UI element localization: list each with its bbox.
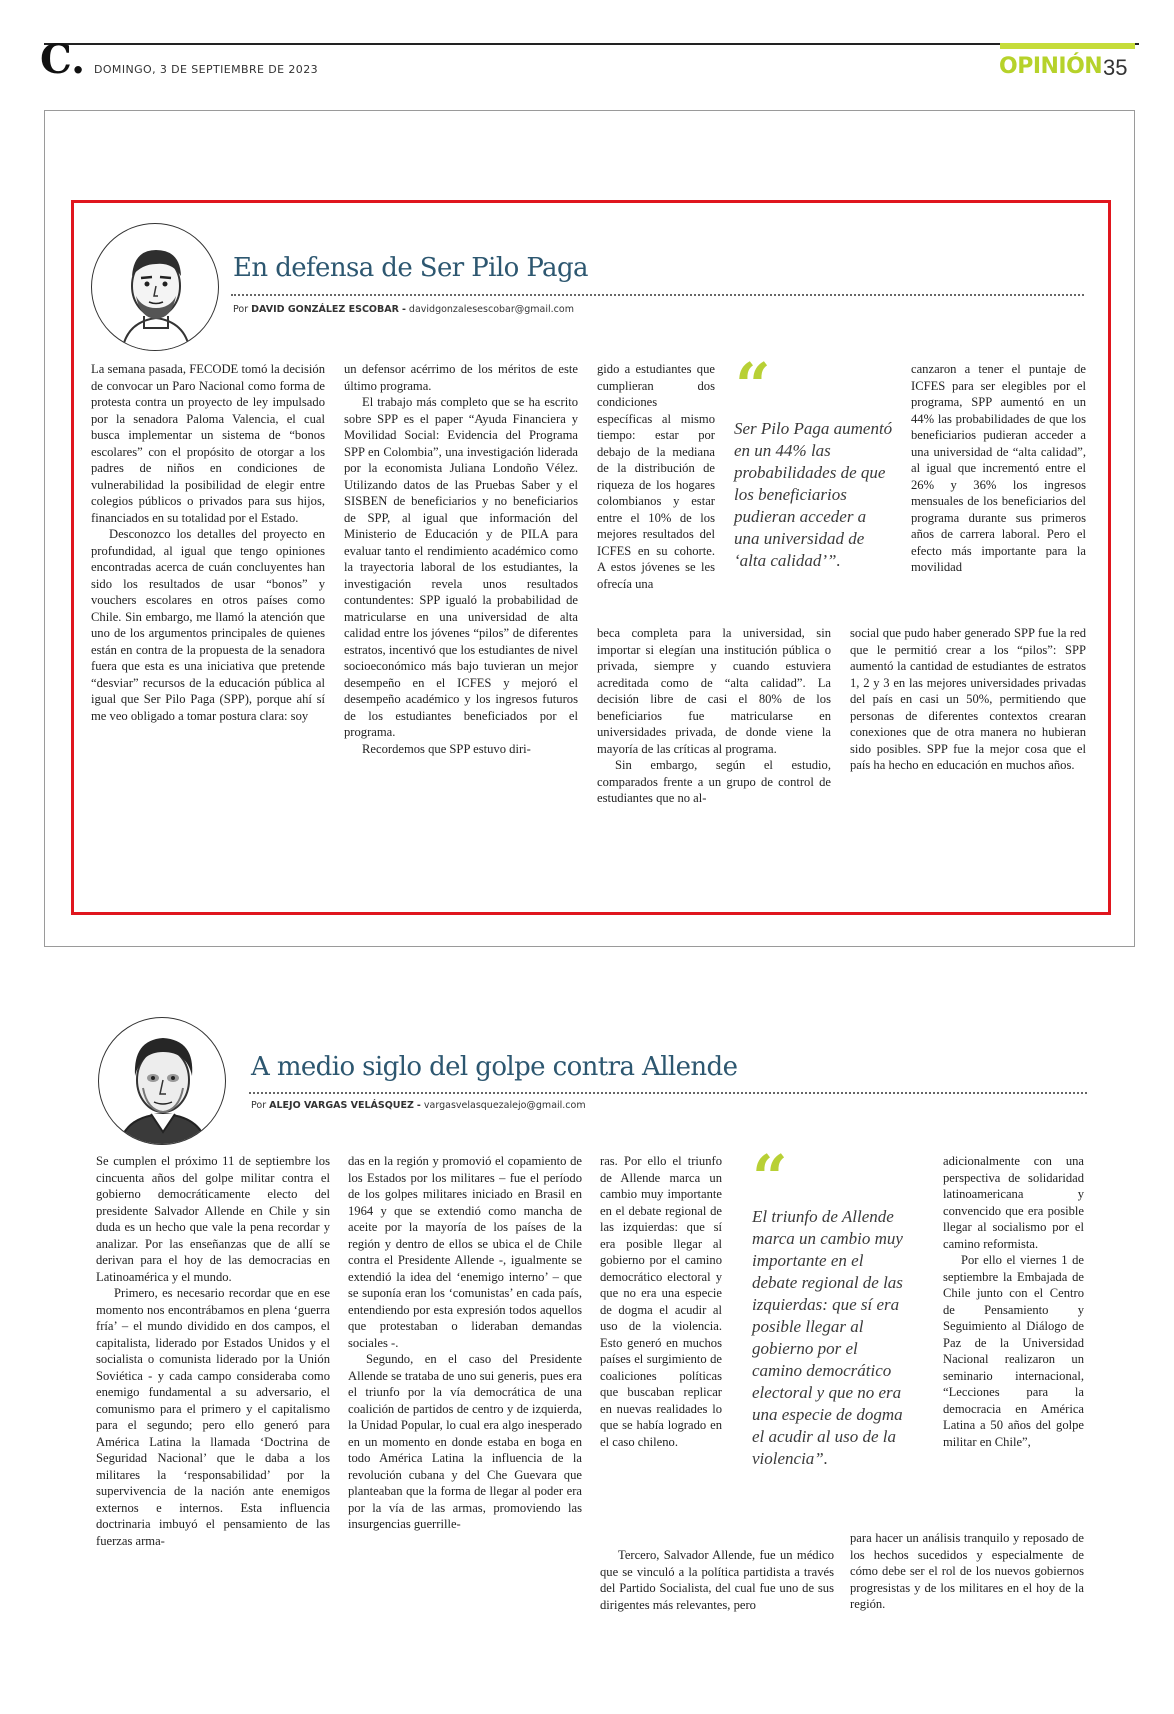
author-portrait [98, 1017, 226, 1145]
author-name: ALEJO VARGAS VELÁSQUEZ [269, 1100, 414, 1111]
issue-date: DOMINGO, 3 DE SEPTIEMBRE DE 2023 [94, 63, 318, 76]
article-column-3-bottom: beca completa para la universidad, sin importar si elegían una institución pública o privada, siempre y cuando estuviera acreditada como de “alta calidad”. La decisión libre de casi el 80% de los beneficiarios fue matricularse en universidades privada, de donde viene la mayoría de las críticas al programa. Sin embargo, según el estudio, comparados frente a un grupo de control de estudiantes que no al- [597, 626, 831, 805]
author-name: DAVID GONZÁLEZ ESCOBAR [251, 304, 399, 315]
article-column-4-bottom: para hacer un análisis tranquilo y reposado de los hechos sucedidos y especialmente de cómo debe ser el rol de los nuevos gobiernos progresistas y de los militares en el hoy de la región. [850, 1531, 1084, 1611]
headline-rule [249, 1092, 1087, 1094]
byline: Por ALEJO VARGAS VELÁSQUEZ - vargasvelasquezalejo@gmail.com [251, 1100, 586, 1111]
logo-letter: C. [40, 36, 86, 83]
article-column-2: das en la región y promovió el copamiento de los Estados por los militares – fue el período de los golpes militares iniciado en Brasil en 1964 y que se extendió como mancha de aceite por la mayoría de los países de la región y dentro de ellos se ubica el de Chile contra el Presidente Allende -, igualmente se extendió la idea del ‘enemigo interno’ – que se suponía eran los ‘comunistas’ en cada país, entendiendo por esta expresión todos aquellos que protestaban o lideraban demandas sociales -. Segundo, en el caso del Presidente Allende se trataba de uno sui generis, pues era el triunfo por la vía democrática de una coalición de partidos de centro y de izquierda, la Unidad Popular, lo cual era algo inesperado en un momento en donde estaba en boga en todo América Latina la influencia de la revolución cubana y del Che Guevara que planteaban que la forma de llegar al poder era por la vía de las armas, promoviendo las insurgencias guerrille- [348, 1154, 582, 1531]
article-column-4-bottom: social que pudo haber generado SPP fue la red que le permitió crear a los “pilos”: SPP aumentó la cantidad de estudiantes de estratos 1, 2 y 3 en las mejores universidades privadas del país en casi un 50%, permitiendo que personas de diferentes contextos crearan conexiones que de otra manera no hubieran sido posibles. SPP fue la mejor cosa que el país ha hecho en educación en muchos años. [850, 626, 1086, 772]
quote-mark-icon: “ [752, 1141, 788, 1214]
article-column-3-top: ras. Por ello el triunfo de Allende marca un cambio muy importante en el debate regional de las izquierdas: que sí era posible llegar al gobierno por el camino democrático electoral y que no era una especie de dogma el acudir al uso de la violencia. Esto generó en muchos países el surgimiento de coaliciones políticas que buscaban replicar en nuevas realidades lo que se había logrado en el caso chileno. [600, 1154, 722, 1449]
header-rule [44, 43, 1139, 45]
article-headline: A medio siglo del golpe contra Allende [251, 1052, 738, 1082]
article-column-4-top: adicionalmente con una perspectiva de solidaridad latinoamericana y convencido que era posible llegar al socialismo por el camino reformista. Por ello el viernes 1 de septiembre la Embajada de Chile junto con el Centro de Pensamiento y Seguimiento al Diálogo de Paz de la Universidad Nacional realizaron un seminario internacional, “Lecciones para la democracia en América Latina a 50 años del golpe militar en Chile”, [943, 1154, 1084, 1449]
article-column-1: Se cumplen el próximo 11 de septiembre los cincuenta años del golpe militar contra el gobierno democráticamente electo del presidente Salvador Allende en Chile y sin duda es un hecho que vale la pena recordar y analizar. Por las enseñanzas que de allí se derivan para el hoy de las democracias en Latinoamérica y el mundo. Primero, es necesario recordar que en ese momento nos encontrábamos en plena ‘guerra fría’ – el mundo dividido en dos campos, el capitalista, liderado por Estados Unidos y el socialista o comunista liderado por la Unión Soviética - y cada campo consideraba como enemigo fundamental a su adversario, el comunismo para el primero y el capitalismo para el segundo; pero ello generó para América Latina la llamada ‘Doctrina de Seguridad Nacional’ que le daba a los militares la ‘responsabilidad’ por la supervivencia de la nación ante enemigos externos e internos. Esta influencia doctrinaria imbuyó el pensamiento de las fuerzas arma- [96, 1154, 330, 1548]
author-portrait [91, 223, 219, 351]
article-column-4-top: canzaron a tener el puntaje de ICFES para ser elegibles por el programa, SPP aumentó en un 44% las probabilidades de que los beneficiarios pudieran acceder a una universidad de “alta calidad”, al igual que incrementó entre el 26% y 36% los ingresos mensuales de los beneficiarios del programa durante sus primeros años de carrera laboral. Pero el efecto más importante para la movilidad [911, 362, 1086, 574]
section-accent-bar [1000, 43, 1135, 49]
article-column-1: La semana pasada, FECODE tomó la decisión de convocar un Paro Nacional como forma de protesta contra un proyecto de ley impulsado por la senadora Paloma Valencia, el cual busca implementar un sistema de “bonos escolares” con el propósito de otorgar a los padres de niños en condiciones de vulnerabilidad la posibilidad de elegir entre colegios públicos o privados para sus hijos, financiados en su totalidad por el Estado. Desconozco los detalles del proyecto en profundidad, al igual que tengo opiniones encontradas acerca de cuán concluyentes han sido los resultados de usar “bonos” y vouchers escolares en otros países como Chile. Sin embargo, me llamó la atención que uno de los argumentos principales de quienes están en contra de la propuesta de la senadora fuera que esta es una iniciativa que pretende “desviar” recursos de la educación pública al igual que Ser Pilo Paga (SPP), porque ahí sí me veo obligado a tomar postura clara: soy [91, 362, 325, 723]
article-headline: En defensa de Ser Pilo Paga [233, 253, 588, 283]
article-column-3-top: gido a estudiantes que cumplieran dos condiciones específicas al mismo tiempo: estar por debajo de la mediana de la distribución de riqueza de los hogares colombianos y estar entre el 10% de los mejores resultados del ICFES en su cohorte. A estos jóvenes se les ofrecía una [597, 362, 715, 591]
author-email[interactable]: davidgonzalesescobar@gmail.com [408, 304, 574, 315]
section-label: OPINIÓN [999, 54, 1103, 79]
author-sketch-icon [92, 224, 219, 351]
article-column-2: un defensor acérrimo de los méritos de este último programa. El trabajo más completo que se ha escrito sobre SPP es el paper “Ayuda Financiera y Movilidad Social: Evidencia del Programa SPP en Colombia”, una investigación liderada por la economista Juliana Londoño Vélez. Utilizando datos de las Pruebas Saber y el SISBEN de beneficiarios y no beneficiarios de SPP, al igual que información del Ministerio de Educación y de PILA para evaluar tanto el rendimiento académico como la trayectoria laboral de los estudiantes, la investigación revela unos resultados contundentes: SPP igualó la probabilidad de matricularse en una universidad de alta calidad entre los jóvenes “pilos” de diferentes estratos, incentivó que los estudiantes de nivel socioeconómico más bajo tuvieran un mejor desempeño en el ICFES y mejoró el desempeño académico y los ingresos futuros de los estudiantes beneficiados por el programa. Recordemos que SPP estuvo diri- [344, 362, 578, 756]
page-number: 35 [1103, 55, 1128, 80]
newspaper-logo [40, 36, 86, 83]
byline-prefix: Por [233, 304, 249, 315]
byline-prefix: Por [251, 1100, 267, 1111]
quote-mark-icon: “ [735, 349, 771, 422]
headline-rule [231, 294, 1084, 296]
author-email[interactable]: vargasvelasquezalejo@gmail.com [423, 1100, 586, 1111]
pull-quote: Ser Pilo Paga aumentó en un 44% las probabilidades de que los beneficiarios pudieran acceder a una universidad de ‘alta calidad’”. [734, 419, 893, 570]
pull-quote: El triunfo de Allende marca un cambio muy importante en el debate regional de las izquierdas: que sí era posible llegar al gobierno por el camino democrático electoral y que no era una especie de dogma el acudir al uso de la violencia”. [752, 1207, 903, 1468]
author-sketch-icon [99, 1018, 226, 1145]
article-column-3-bottom: Tercero, Salvador Allende, fue un médico que se vinculó a la política partidista a través del Partido Socialista, del cual fue uno de sus dirigentes más relevantes, pero [600, 1548, 834, 1612]
byline: Por DAVID GONZÁLEZ ESCOBAR - davidgonzalesescobar@gmail.com [233, 304, 574, 315]
